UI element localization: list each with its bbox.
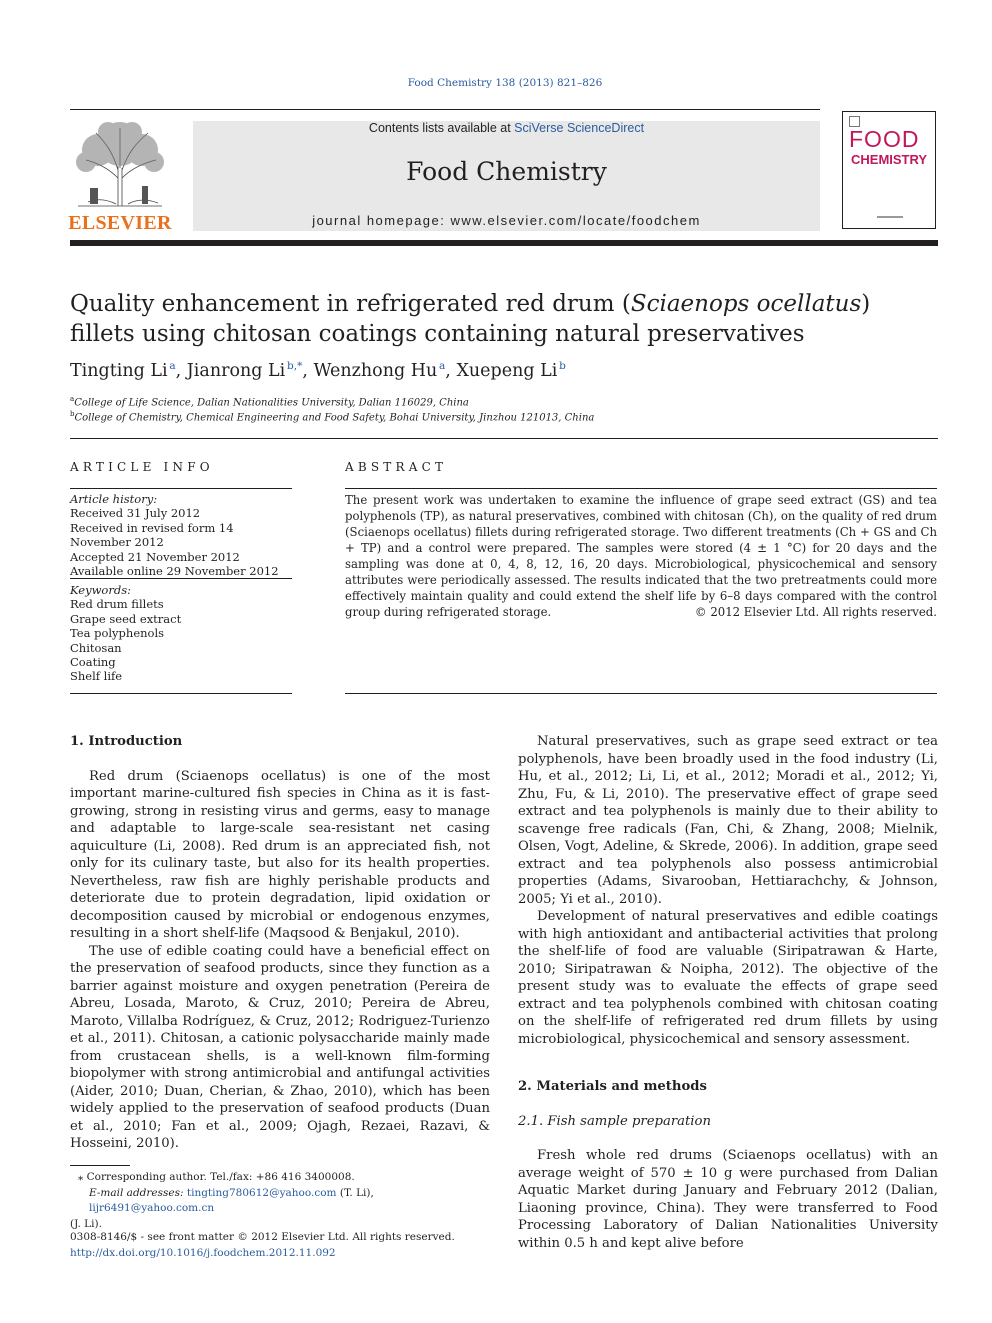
affiliation-mark: a [70,395,75,403]
doi-link[interactable]: http://dx.doi.org/10.1016/j.foodchem.2012.11.092 [70,1246,336,1259]
affiliation-b [70,410,594,423]
history-accepted: Accepted 21 November 2012 [70,549,240,564]
header-thick-rule [70,240,938,246]
author-affiliation-mark[interactable]: b [559,360,566,372]
paragraph: The use of edible coating could have a beneficial effect on the preservation of seafood products, since they function as a barrier against moisture and oxygen penetration (Pereira de Abreu, Losada, Maroto, & Cruz, 2010; Pereira de Abreu, Maroto, Villalba Rodríguez, & Cruz, 2012; Rodriguez-Turienzo et al., 2011). Chitosan, a cationic polysaccharide mainly made from crustacean shells, is a well-known film-forming biopolymer with strong antimicrobial and antifungal activities (Aider, 2010; Duan, Cherian, & Zhao, 2010), which has been widely applied to the preservation of seafood products (Duan et al., 2010; Fan et al., 2009; Ojagh, Rezaei, Razavi, & Hosseini, 2010). [70,943,490,1151]
keyword: Coating [70,655,116,670]
history-label: Article history: [70,492,158,506]
right-column [518,733,938,1252]
paragraph: Natural preservatives, such as grape seed extract or tea polyphenols, have been broadly used in the food industry (Li, Hu, et al., 2012; Li, Li, et al., 2012; Moradi et al., 2012; Yi, Zhu, Fu, & Li, 2010). The preservative effect of grape seed extract and tea polyphenols is mainly due to their ability to scavenge free radicals (Fan, Chi, & Zhang, 2008; Mielnik, Olsen, Vogt, Adeline, & Skrede, 2006). In addition, grape seed extract and tea polyphenols also possess antimicrobial properties (Adams, Sivarooban, Hettiarachchy, & Johnson, 2005; Yi et al., 2010). [518,734,938,907]
front-matter [70,1230,490,1261]
email-link[interactable]: tingting780612@yahoo.com [186,1186,337,1199]
affiliation-text: College of Life Science, Dalian Nationalities University, Dalian 116029, China [74,397,469,409]
author-affiliation-mark[interactable]: b,* [287,360,303,372]
journal-cover [842,111,936,229]
journal-citation[interactable]: Food Chemistry 138 (2013) 821–826 [407,77,603,89]
abstract-rule [345,488,937,489]
author-name[interactable]: Jianrong Li [186,360,286,381]
article-info-heading: ARTICLE INFO [70,460,214,474]
affiliation-mark: b [70,410,75,418]
affiliation-a [70,395,469,408]
info-rule [70,578,292,579]
abstract-text: The present work was undertaken to examine the influence of grape seed extract (GS) and tea polyphenols (TP), as natural preservatives, combined with chitosan (Ch), on the quality of red drum (Sciaenops ocellatus) fillets during refrigerated storage. Two different treatments (Ch + GS and Ch + TP) and a control were prepared. The samples were stored (4 ± 1 °C) for 20 days and the sampling was done at 0, 4, 8, 12, 16, 20 days. Microbiological, physicochemical and sensory attributes were periodically assessed. The results indicated that the two pretreatments could more effectively maintain quality and could extend the shelf life by 6–8 days compared with the control group during refrigerated storage. [345,493,937,619]
section-heading-introduction: 1. Introduction [70,734,183,749]
email-line [70,1186,490,1217]
issn-line: 0308-8146/$ - see front matter © 2012 Elsevier Ltd. All rights reserved. [70,1231,455,1243]
paragraph: Development of natural preservatives and edible coatings with high antioxidant and antibacterial activities that prolong the shelf-life of food are valuable (Siripatrawan & Harte, 2010; Siripatrawan & Noipha, 2012). The objective of the present study was to evaluate the effects of grape seed extract and tea polyphenols combined with chitosan coating on the shelf-life of refrigerated red drum fillets by using microbiological, physicochemical and sensory assessment. [518,909,938,1047]
keyword: Shelf life [70,669,123,684]
info-rule [70,693,292,694]
abstract-copyright: © 2012 Elsevier Ltd. All rights reserved. [694,605,937,619]
footnote-rule [70,1165,130,1166]
email-label: E-mail addresses: [89,1186,184,1199]
keyword: Grape seed extract [70,611,182,626]
info-rule [70,488,292,489]
contents-prefix: Contents lists available at [368,121,515,135]
author-affiliation-mark[interactable]: a [439,360,446,372]
article-history [70,492,292,578]
footnotes [70,1170,490,1232]
history-online: Available online 29 November 2012 [70,564,279,579]
history-received: Received 31 July 2012 [70,506,201,521]
author-name[interactable]: Wenzhong Hu [313,360,438,381]
keywords [70,583,292,684]
title-part2: ) fillets using chitosan coatings containing natural preservatives [70,291,871,347]
keyword: Tea polyphenols [70,626,165,641]
author-affiliation-mark[interactable]: a [169,360,176,372]
title-part1: Quality enhancement in refrigerated red drum ( [70,291,631,317]
title-species: Sciaenops ocellatus [630,291,862,317]
left-column [70,733,490,1153]
keywords-label: Keywords: [70,583,131,597]
author-name[interactable]: Xuepeng Li [456,360,558,381]
affiliation-text: College of Chemistry, Chemical Engineering and Food Safety, Bohai University, Jinzhou 121013, China [74,412,595,424]
contents-line [193,121,820,135]
cover-title-food: FOOD [849,126,920,152]
history-revised: Received in revised form 14 November 2012 [70,520,234,550]
journal-homepage[interactable]: journal homepage: www.elsevier.com/locate/foodchem [312,213,701,228]
keyword: Chitosan [70,640,122,655]
elsevier-wordmark: ELSEVIER [68,212,172,234]
email-owner: (T. Li), [339,1186,374,1199]
keyword: Red drum fillets [70,597,164,612]
abstract-heading: ABSTRACT [345,460,448,474]
header-rule [70,109,820,110]
journal-name: Food Chemistry [406,157,607,186]
affiliation-rule [70,438,938,439]
corresponding-author-note: ⁎ Corresponding author. Tel./fax: +86 416 3400008. [78,1171,355,1183]
subsection-heading: 2.1. Fish sample preparation [518,1113,711,1129]
article-title [70,289,940,349]
cover-footer-mark [877,216,903,218]
abstract-rule [345,693,937,694]
paragraph: Fresh whole red drums (Sciaenops ocellatus) with an average weight of 570 ± 10 g were purchased from Dalian Aquatic Market during January and February 2012 (Dalian, Liaoning province, China). They were transferred to Food Processing Laboratory of Dalian Nationalities University within 0.5 h and kept alive before [518,1148,938,1251]
email-owner: (J. Li). [70,1217,102,1230]
author-list: Tingting Li $^a$, Jianrong Li $^{b,*}$, Wenzhong Hu $^a$, Xuepeng Li $^b$ [70,360,566,381]
section-heading-methods: 2. Materials and methods [518,1079,707,1094]
email-link[interactable]: lijr6491@yahoo.com.cn [89,1202,215,1214]
author-name[interactable]: Tingting Li [70,360,168,381]
cover-title-chemistry: CHEMISTRY [851,152,928,167]
sciencedirect-link[interactable]: SciVerse ScienceDirect [514,121,645,135]
paragraph: Red drum (Sciaenops ocellatus) is one of the most important marine-cultured fish species in China as it is fast-growing, strong in resisting virus and germs, easy to manage and adaptable to large-scale sea-resistant net casing aquiculture (Li, 2008). Red drum is an appreciated fish, not only for its culinary taste, but also for its health properties. Nevertheless, raw fish are highly perishable products and deteriorate due to protein degradation, lipid oxidation or decomposition caused by microbial or endogenous enzymes, resulting in a short shelf-life (Maqsood & Benjakul, 2010). [70,768,490,941]
